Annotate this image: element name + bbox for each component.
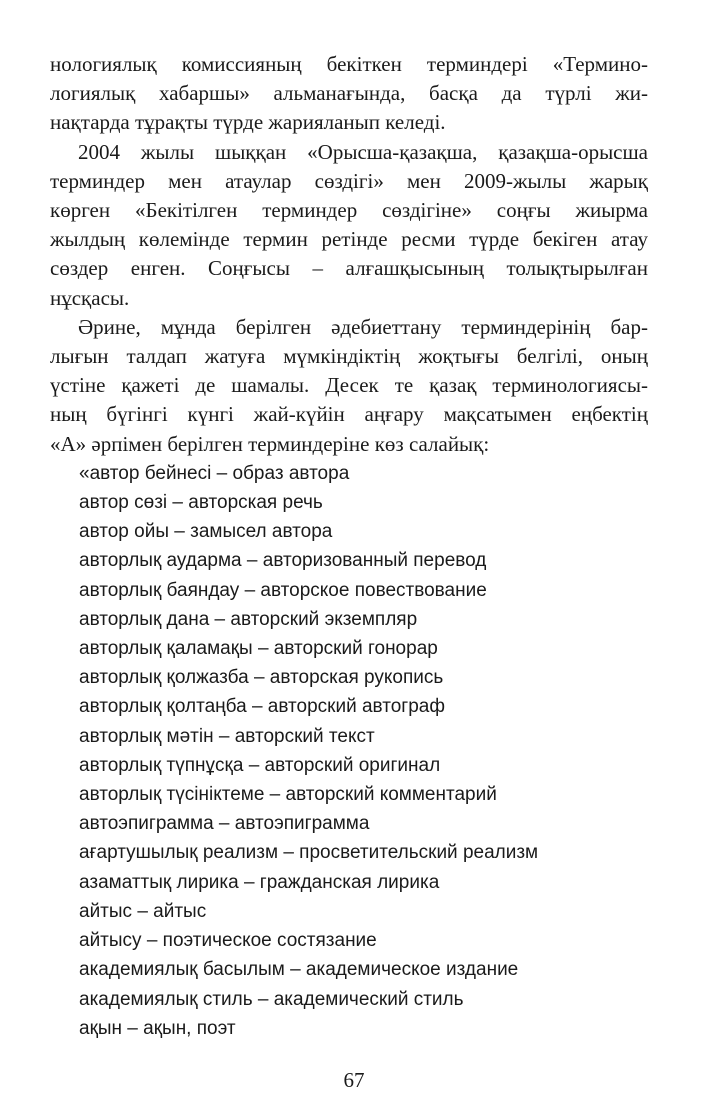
text-line: Әрине, мұнда берілген әдебиеттану терминдерінің бар- [78, 314, 648, 339]
term-entry: автор сөзі – авторская речь [79, 492, 323, 514]
term-list [50, 459, 648, 1043]
paragraph-2 [50, 138, 648, 313]
text-line: «А» әрпімен берілген терминдеріне көз салайық: [50, 431, 490, 456]
term-entry: авторлық аударма – авторизованный перевод [79, 550, 487, 572]
text-line: нологиялық комиссияның бекіткен терминдері «Термино- [50, 52, 648, 76]
text-line: 2004 жылы шыққан «Орысша-қазақша, қазақша-орысша [78, 139, 648, 164]
term-entry: айтысу – поэтическое состязание [79, 930, 377, 952]
term-entry: азаматтық лирика – гражданская лирика [79, 871, 440, 893]
term-entry: авторлық қолжазба – авторская рукопись [79, 667, 444, 689]
term-entry: автор ойы – замысел автора [79, 521, 333, 543]
term-entry: айтыс – айтыс [79, 900, 207, 922]
text-line: сөздер енген. Соңғысы – алғашқысының толықтырылған [50, 256, 648, 281]
text-line: лығын талдап жатуға мүмкіндіктің жоқтығы белгілі, оның [50, 344, 648, 369]
term-entry: автоэпиграмма – автоэпиграмма [79, 813, 370, 835]
term-entry: академиялық стиль – академический стиль [79, 988, 464, 1010]
term-entry: академиялық басылым – академическое издание [79, 959, 519, 981]
text-line: терминдер мен атаулар сөздігі» мен 2009-жылы жарық [50, 168, 648, 193]
term-entry: авторлық баяндау – авторское повествование [79, 579, 487, 601]
term-entry: авторлық қаламақы – авторский гонорар [79, 638, 438, 660]
text-line: көрген «Бекітілген терминдер сөздігіне» соңғы жиырма [50, 198, 648, 223]
term-entry: авторлық түпнұсқа – авторский оригинал [79, 754, 441, 776]
term-entry: авторлық дана – авторский экземпляр [79, 608, 418, 630]
text-line: нақтарда тұрақты түрде жарияланып келеді. [50, 110, 446, 135]
text-line: нұсқасы. [50, 285, 130, 310]
text-line: ның бүгінгі күнгі жай-күйін аңғару мақсатымен еңбектің [50, 402, 648, 427]
text-line: жылдың көлемінде термин ретінде ресми түрде бекіген атау [50, 227, 648, 252]
term-entry: «автор бейнесі – образ автора [79, 462, 350, 484]
page-content [50, 50, 648, 1043]
paragraph-3 [50, 313, 648, 459]
term-entry: ақын – ақын, поэт [79, 1017, 236, 1039]
term-entry: авторлық қолтаңба – авторский автограф [79, 696, 445, 718]
term-entry: авторлық түсініктеме – авторский комментарий [79, 784, 497, 806]
text-line: логиялық хабаршы» альманағында, басқа да түрлі жи- [50, 81, 648, 106]
text-line: үстіне қажеті де шамалы. Десек те қазақ терминологиясы- [50, 373, 648, 398]
paragraph-1 [50, 50, 648, 138]
page-number: 67 [343, 1068, 365, 1092]
term-entry: ағартушылық реализм – просветительский реализм [79, 842, 539, 864]
term-entry: авторлық мәтін – авторский текст [79, 725, 375, 747]
